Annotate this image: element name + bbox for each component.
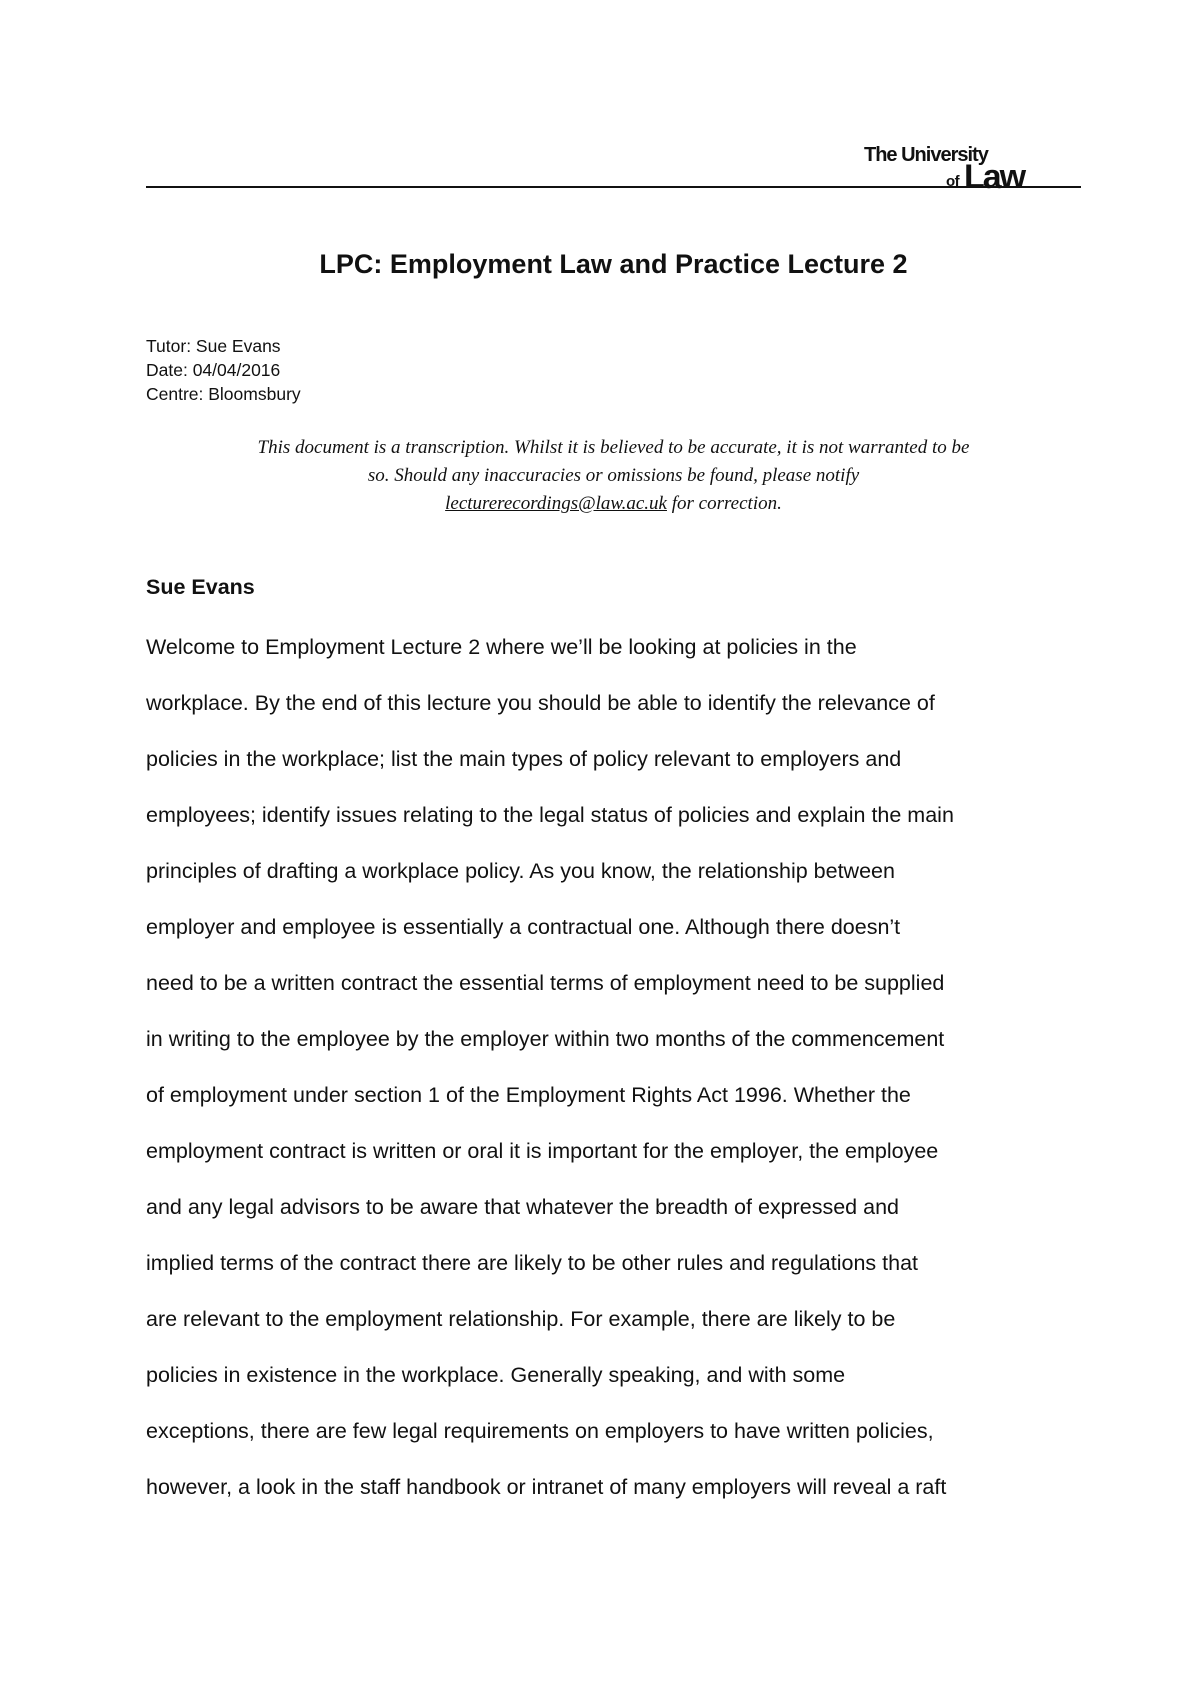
transcript-line: principles of drafting a workplace policy. As you know, the relationship between: [146, 859, 895, 883]
university-of-law-logo: [864, 140, 1074, 192]
transcript-line: need to be a written contract the essential terms of employment need to be supplied: [146, 971, 945, 995]
header-rule: [146, 186, 1081, 188]
transcript-line: implied terms of the contract there are likely to be other rules and regulations that: [146, 1251, 919, 1275]
transcript-line: are relevant to the employment relationship. For example, there are likely to be: [146, 1307, 896, 1331]
transcription-disclaimer: [146, 434, 1081, 518]
email-link[interactable]: lecturerecordings@law.ac.uk: [445, 493, 667, 514]
tutor-line: Tutor: Sue Evans: [146, 336, 281, 356]
disclaimer-line-3: [146, 490, 1081, 518]
transcript-line: and any legal advisors to be aware that whatever the breadth of expressed and: [146, 1195, 899, 1219]
disclaimer-line-3-suffix: for correction.: [666, 493, 782, 514]
transcript-line: exceptions, there are few legal requirements on employers to have written policies,: [146, 1419, 934, 1443]
transcript-line: workplace. By the end of this lecture you should be able to identify the relevance of: [146, 691, 935, 715]
transcript-line: of employment under section 1 of the Employment Rights Act 1996. Whether the: [146, 1083, 911, 1107]
disclaimer-line-2: so. Should any inaccuracies or omissions be found, please notify: [367, 465, 860, 486]
document-title: LPC: Employment Law and Practice Lecture 2: [319, 249, 908, 279]
transcript-body: [146, 619, 1081, 1515]
transcript-line: policies in the workplace; list the main types of policy relevant to employers and: [146, 747, 902, 771]
transcript-line: employees; identify issues relating to the legal status of policies and explain the main: [146, 803, 954, 827]
transcript-line: Welcome to Employment Lecture 2 where we’ll be looking at policies in the: [146, 635, 857, 659]
logo-line2-main: Law: [964, 158, 1025, 192]
transcript-line: employer and employee is essentially a contractual one. Although there doesn’t: [146, 915, 901, 939]
logo-line1: The University: [864, 144, 988, 166]
date-line: Date: 04/04/2016: [146, 360, 281, 380]
transcript-line: employment contract is written or oral it is important for the employer, the employee: [146, 1139, 939, 1163]
transcript-line: however, a look in the staff handbook or intranet of many employers will reveal a raft: [146, 1475, 947, 1499]
disclaimer-line-1: This document is a transcription. Whilst it is believed to be accurate, it is not warranted to be: [257, 437, 970, 458]
logo-line2-prefix: of: [946, 173, 960, 190]
speaker-name: Sue Evans: [146, 575, 255, 599]
transcript-line: policies in existence in the workplace. Generally speaking, and with some: [146, 1363, 846, 1387]
lecture-metadata: [146, 334, 746, 406]
transcript-line: in writing to the employee by the employer within two months of the commencement: [146, 1027, 945, 1051]
centre-line: Centre: Bloomsbury: [146, 384, 301, 404]
